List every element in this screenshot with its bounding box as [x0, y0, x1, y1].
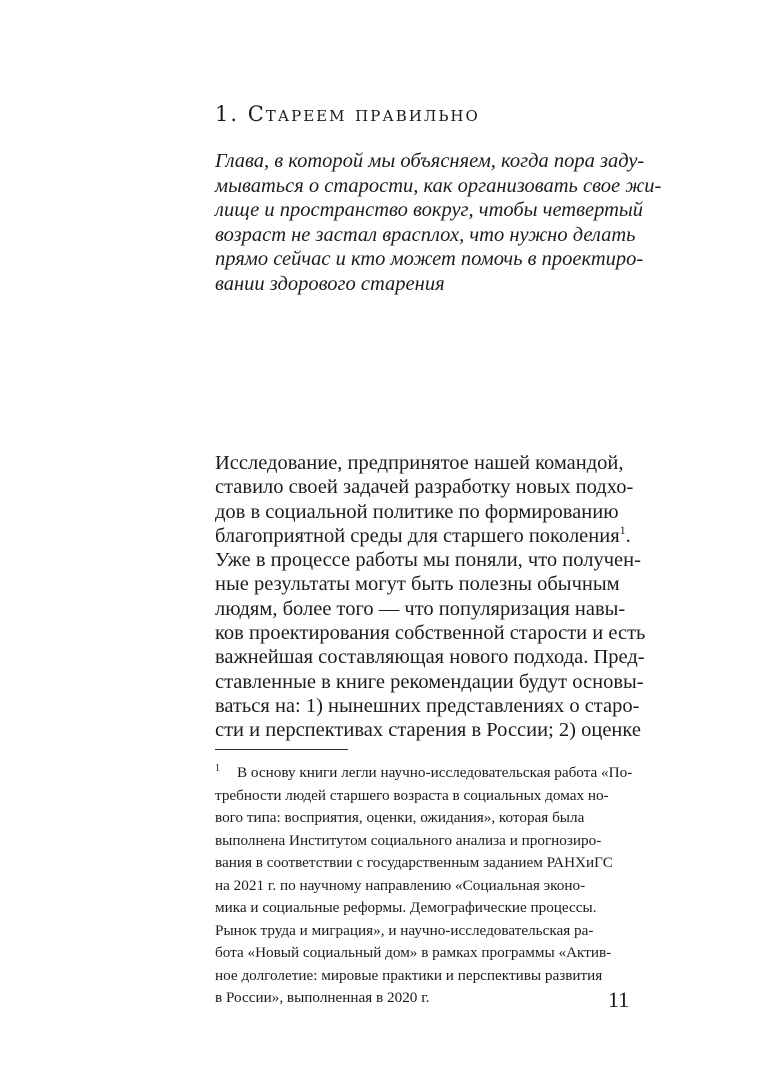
body-line: ставило своей задачей разработку новых подхо-	[215, 476, 634, 499]
summary-line: Глава, в которой мы объясняем, когда пора заду-	[215, 150, 645, 172]
body-line: Уже в процессе работы мы поняли, что получен-	[215, 549, 641, 572]
footnote-reference-suffix: .	[625, 524, 631, 547]
footnote-line: требности людей старшего возраста в социальных домах но-	[215, 786, 609, 804]
footnote-line-text: В основу книги легли научно-исследовательская работа «По-	[237, 764, 633, 781]
body-paragraph	[215, 451, 646, 743]
body-line: ков проектирования собственной старости и есть	[215, 622, 646, 645]
chapter-summary	[215, 149, 662, 297]
body-line: ные результаты могут быть полезны обычным	[215, 573, 620, 596]
summary-line: прямо сейчас и кто может помочь в проектиро-	[215, 248, 644, 271]
body-line: дов в социальной политике по формированию	[215, 500, 619, 523]
footnote-number: 1	[215, 763, 220, 774]
body-line: сти и перспективах старения в России; 2) оценке	[215, 719, 641, 742]
footnote-line: мика и социальные реформы. Демографические процессы.	[215, 899, 597, 916]
summary-line: мываться о старости, как организовать свое жи-	[215, 174, 662, 197]
footnote-line: на 2021 г. по научному направлению «Социальная эконо-	[215, 876, 586, 894]
footnote-line	[215, 762, 635, 785]
chapter-title: 1. Стареем правильно	[215, 102, 480, 126]
footnote-line: вого типа: восприятия, оценки, ожидания», которая была	[215, 809, 585, 826]
summary-line: вании здорового старения	[215, 272, 445, 295]
page-number: 11	[608, 987, 630, 1012]
summary-line: возраст не застал врасплох, что нужно делать	[215, 223, 636, 246]
footnote-line: ное долголетие: мировые практики и перспективы развития	[215, 966, 603, 984]
footnote-divider	[215, 749, 348, 750]
footnote-line: вания в соответствии с государственным заданием РАНХиГС	[215, 854, 613, 871]
body-line: важнейшая составляющая нового подхода. Пред-	[215, 646, 645, 669]
footnote-line: Рынок труда и миграция», и научно-исследовательская ра-	[215, 921, 594, 939]
body-line-text: благоприятной среды для старшего поколения	[215, 524, 620, 547]
footnote-line: бота «Новый социальный дом» в рамках программы «Актив-	[215, 944, 612, 961]
body-line: Исследование, предпринятое нашей командой,	[215, 452, 624, 474]
body-line: ставленные в книге рекомендации будут основы-	[215, 670, 644, 693]
body-line: людям, более того — что популяризация навы-	[215, 597, 626, 620]
footnote-reference[interactable]: 1	[619, 523, 626, 538]
body-line	[215, 524, 635, 548]
footnote-line: выполнена Институтом социального анализа и прогнозиро-	[215, 831, 602, 849]
footnote-line: в России», выполненная в 2020 г.	[215, 989, 430, 1006]
summary-line: лище и пространство вокруг, чтобы четвертый	[215, 199, 644, 222]
body-line: ваться на: 1) нынешних представлениях о старо-	[215, 694, 640, 717]
footnote	[215, 762, 635, 1010]
